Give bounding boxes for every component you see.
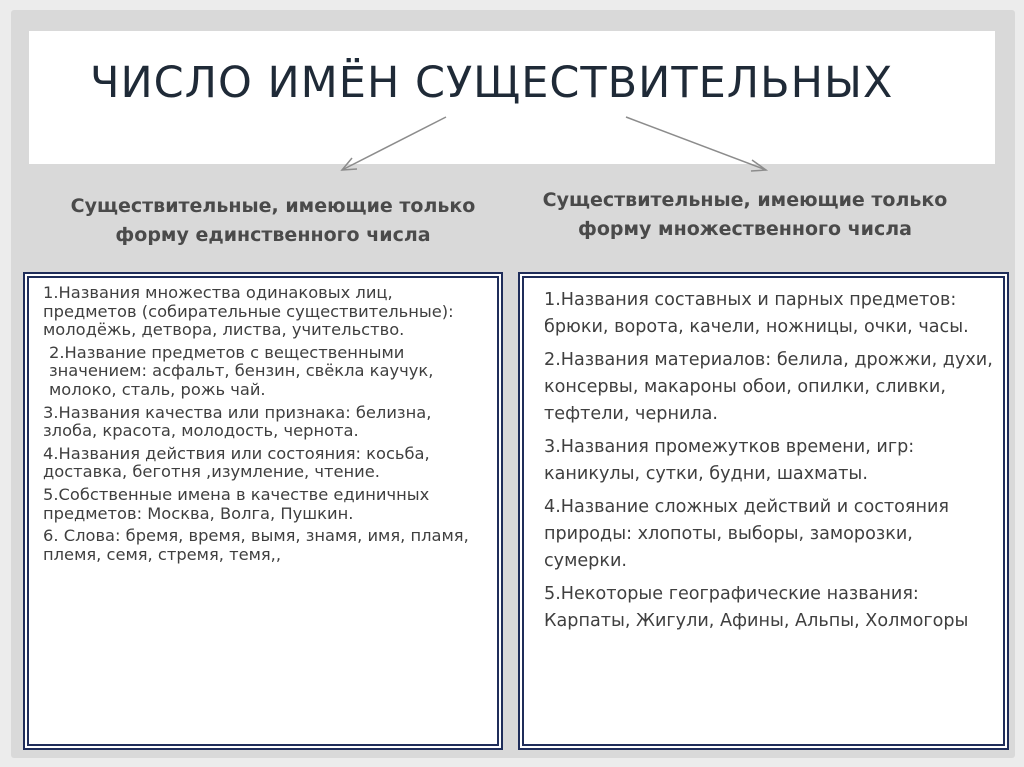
list-item: 4.Название сложных действий и состояния природы: хлопоты, выборы, заморозки, сумерки. [544, 497, 950, 571]
arrow-left-line [342, 117, 446, 170]
list-item: 5.Собственные имена в качестве единичных предметов: Москва, Волга, Пушкин. [43, 484, 430, 523]
plural-list-box [522, 276, 1005, 746]
list-item: 3.Названия промежутков времени, игр: каникулы, сутки, будни, шахматы. [544, 437, 915, 484]
column-header-singular: Существительные, имеющие только форму единственного числа [70, 195, 476, 246]
list-item: 6. Слова: бремя, время, вымя, знамя, имя, пламя, племя, семя, стремя, темя,, [43, 526, 469, 564]
list-item: 4.Названия действия или состояния: косьба, доставка, беготня ,изумление, чтение. [43, 443, 430, 482]
singular-list [29, 278, 497, 564]
column-header-plural: Существительные, имеющие только форму множественного числа [542, 189, 948, 240]
list-item: 1.Названия составных и парных предметов: брюки, ворота, качели, ножницы, очки, часы. [544, 290, 969, 337]
list-item: 2.Названия материалов: белила, дрожжи, духи, консервы, макароны обои, опилки, сливки, тефтели, чернила. [544, 350, 993, 424]
list-item: 2.Название предметов с вещественными значением: асфальт, бензин, свёкла каучук, молоко, сталь, рожь чай. [49, 342, 434, 399]
list-item: 1.Названия множества одинаковых лиц, предметов (собирательные существительные): молодёжь, детвора, листва, учительство. [43, 283, 454, 340]
page-title: ЧИСЛО ИМЁН СУЩЕСТВИТЕЛЬНЫХ [90, 58, 894, 108]
singular-list-box [27, 276, 499, 746]
list-item: 3.Названия качества или признака: белизна, злоба, красота, молодость, чернота. [43, 402, 432, 441]
plural-list [524, 278, 1003, 635]
list-item: 5.Некоторые географические названия: Карпаты, Жигули, Афины, Альпы, Холмогоры [544, 584, 969, 631]
arrow-right-line [626, 117, 766, 170]
